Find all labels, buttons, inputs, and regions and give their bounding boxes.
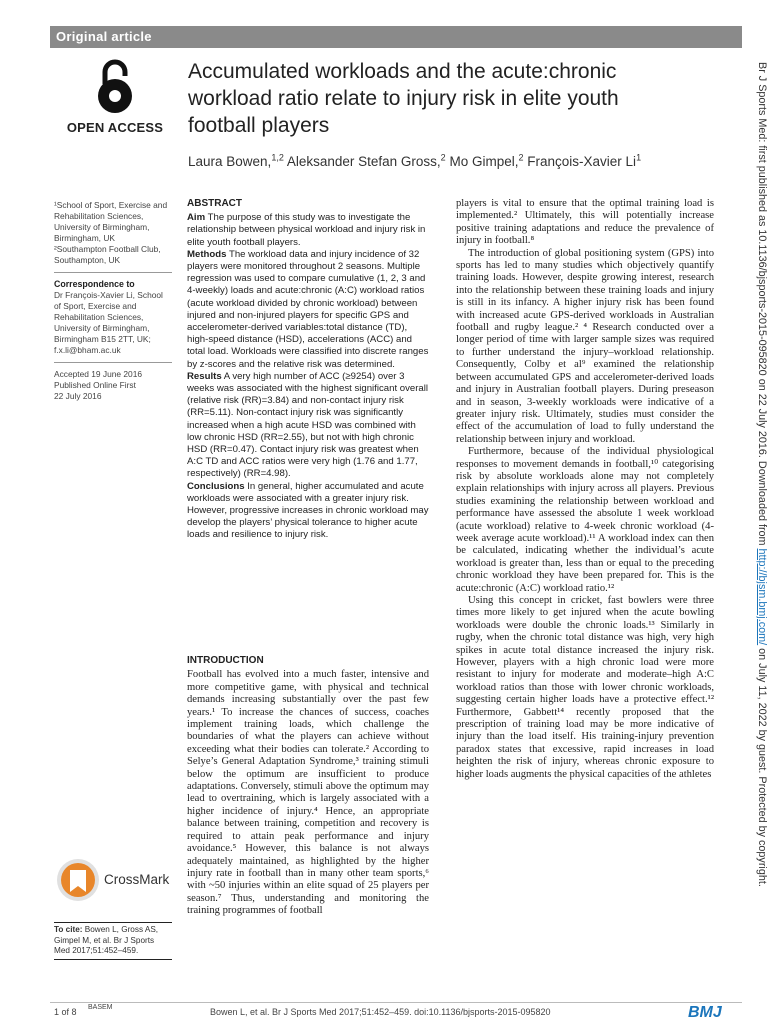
correspondence-heading: Correspondence to — [54, 279, 135, 289]
conclusions-text: In general, higher accumulated and acute workloads were associated with a greater injury risk. However, progressive increases in chronic workload may develop the players’ physical tolerance to higher acute loads and resilience to injury risk. — [187, 480, 429, 541]
cite-text: Bowen L, Gross AS, Gimpel M, et al. Br J Sports Med 2017;51:452–459. — [54, 925, 159, 956]
abstract-heading: ABSTRACT — [187, 198, 242, 209]
affiliation-2: ²Southampton Football Club, Southampton, UK — [54, 244, 161, 265]
aim-label: Aim — [187, 212, 206, 224]
date-published: 22 July 2016 — [54, 391, 102, 401]
article-type-label: Original article — [56, 29, 152, 44]
correspondence-text: Dr François-Xavier Li, School of Sport, Exercise and Rehabilitation Sciences, University of Birmingham, Birmingham B15 2TT, UK; f.x.li@bham.ac.uk — [54, 290, 163, 355]
divider — [54, 272, 172, 273]
crossmark-label: CrossMark — [104, 872, 170, 887]
introduction-text: Football has evolved into a much faster, intensive and more competitive game, with physical and technical demands increasing substantially over the past few years.¹ To increase the chances of success, coaches implement training loads, which challenge the boundaries of what the players can achieve without exceeding what their bodies can tolerate.² According to Selye’s General Adaptation Syndrome,³ training stimuli below the optimum are insufficient to produce adaptations. Conversely, stimuli above the optimum may lead to overtraining, which is largely associated with a higher incidence of injury.⁴ Hence, an appropriate balance between training, competition and recovery is required to attain peak performance and injury avoidance.⁵ However, this balance is not always adequately maintained, as highlighted by the higher injury rate in football than in many other team sports,⁶ with ~50 injuries within an elite squad of 25 players per season.⁷ Thus, understanding and monitoring the training programmes of football — [187, 669, 429, 917]
body-paragraph: The introduction of global positioning system (GPS) into sports has led to many studies which objectively quantify training loads. However, despite growing interest, research into the relationship between these training loads and injury is still in its infancy. A higher injury risk has been found with increased acute GPS-derived workloads in Australian football and rugby league.² ⁴ Research conducted over a longer period of time with larger sample sizes was required to further understand the injury–workload relationship. Consequently, Colby et al⁹ examined the relationship between accumulated GPS and accelerometer-derived loads and injury in Australian football players. During preseason and in season, 3-weekly workloads were indicative of a greater injury risk. Ultimately, studies must consider the effect of the accumulation of load to fully understand the relationship between injury and workload. — [456, 247, 714, 445]
abstract-methods — [187, 249, 429, 371]
open-access-label: OPEN ACCESS — [66, 120, 164, 135]
author-name: Laura Bowen, — [188, 154, 272, 169]
article-title: Accumulated workloads and the acute:chronic workload ratio relate to injury risk in elite youth football players — [188, 60, 619, 137]
crossmark-icon — [56, 856, 100, 906]
author-affil-sup: 2 — [440, 152, 446, 163]
footer-citation: Bowen L, et al. Br J Sports Med 2017;51:452–459. doi:10.1136/bjsports-2015-095820 — [210, 1007, 551, 1017]
body-paragraph: Using this concept in cricket, fast bowlers were three times more likely to get injured when the acute bowling workloads were double the chronic loads.¹³ Similarly in rugby, when the chronic total distance was high, very high spikes in acute total distance increased the injury risk. However, players with a high chronic load were more resistant to injury for moderate and moderate–high A:C workload ratios than those with lower chronic workloads, suggesting certain higher loads have a protective effect.¹² Furthermore, Gabbett¹⁴ recently proposed that the prescription of training load may be more indicative of injury than the load itself. His training-injury prevention paradox states that excessive, rapid increases in load heighten the risk of injury, whereas chronic exposure to higher loads augments the physical capacities of the athletes — [456, 595, 714, 780]
introduction-heading: INTRODUCTION — [187, 655, 264, 666]
author-name: François-Xavier Li — [527, 154, 637, 169]
aim-text: The purpose of this study was to investigate the relationship between physical workload and injury risk in elite youth football players. — [187, 212, 426, 248]
abstract-results — [187, 371, 429, 481]
basem-logo: BASEM — [88, 1004, 113, 1011]
results-text: A very high number of ACC (≥9254) over 3 weeks was associated with the highest significant overall (relative risk (RR)=3.84) and non-contact injury risk (RR=5.11). Non-contact injury risk was significantly increased when a high acute HSD was combined with low chronic HSD (RR=2.55), but not with high chronic HSD (RR=0.47). Contact injury risk was greatest when A:C TD and ACC ratios were very high (1.76 and 1.77, respectively) (RR=4.98). — [187, 370, 429, 480]
cite-label: To cite: — [54, 925, 83, 934]
methods-label: Methods — [187, 248, 227, 260]
introduction-section — [187, 655, 429, 918]
affiliation-1: ¹School of Sport, Exercise and Rehabilitation Sciences, University of Birmingham, Birmingham, UK — [54, 200, 168, 243]
sidebar-link[interactable]: http://bjsm.bmj.com/ — [756, 548, 768, 646]
methods-text: The workload data and injury incidence of 32 players were monitored throughout 2 seasons. Multiple regression was used to compare cumulative (1, 2, 3 and 4-weekly) loads and acute:chronic (A:C) workload ratios (acute workload divided by chronic workload) between injured and non-injured players for specific GPS and accelerometer-derived variables:total distance (TD), high-speed distance (HSD), accelerations (ACC) and total load. Workloads were classified into discrete ranges by z-scores and the relative risk was determined. — [187, 248, 429, 370]
body-paragraph: players is vital to ensure that the optimal training load is implemented.² Ultimately, this will potentially increase positive training adaptations and reduce the prevalence of injury in football.⁸ — [456, 198, 714, 247]
body-right-column — [456, 198, 714, 781]
author-name: Aleksander Stefan Gross, — [286, 154, 441, 169]
divider — [54, 362, 172, 363]
affiliations-panel — [54, 200, 172, 402]
author-affil-sup: 1 — [636, 152, 642, 163]
article-type-banner — [50, 26, 742, 48]
abstract-aim — [187, 212, 429, 249]
date-accepted: Accepted 19 June 2016 — [54, 369, 143, 379]
crossmark-badge[interactable] — [56, 856, 176, 910]
abstract-conclusions — [187, 481, 429, 542]
body-paragraph: Furthermore, because of the individual physiological responses to movement demands in football,¹⁰ categorising risk by absolute workloads alone may not completely explain relationships with injury across all players. Previous studies examining the relationship between workload and performance have assessed the absolute 1 week workload (acute workload) relative to 4-week chronic workload (4-week average acute workload).¹¹ A workload index can then be calculated, indicating whether the individual’s acute workload is greater than, less than or equal to the preceding chronic workload they have been prepared for. This is the acute:chronic (A:C) workload ratio.¹² — [456, 446, 714, 594]
author-list — [188, 154, 708, 169]
author-affil-sup: 2 — [518, 152, 524, 163]
citation-box — [54, 922, 172, 960]
page-number: 1 of 8 — [54, 1007, 77, 1017]
sidebar-text — [756, 62, 768, 887]
date-published-label: Published Online First — [54, 380, 136, 390]
footer-divider — [50, 1002, 742, 1003]
results-label: Results — [187, 370, 222, 382]
bmj-logo: BMJ — [688, 1004, 722, 1021]
open-access-logo — [60, 58, 170, 135]
conclusions-label: Conclusions — [187, 480, 245, 492]
author-affil-sup: 1,2 — [271, 152, 284, 163]
sidebar-pre: Br J Sports Med: first published as 10.1136/bjsports-2015-095820 on 22 July 2016. Downloaded from — [756, 62, 768, 549]
author-name: Mo Gimpel, — [449, 154, 519, 169]
open-lock-icon — [93, 58, 137, 116]
abstract — [187, 198, 429, 542]
sidebar-post: on July 11, 2022 by guest. Protected by copyright. — [756, 645, 768, 887]
download-sidebar — [752, 62, 768, 982]
